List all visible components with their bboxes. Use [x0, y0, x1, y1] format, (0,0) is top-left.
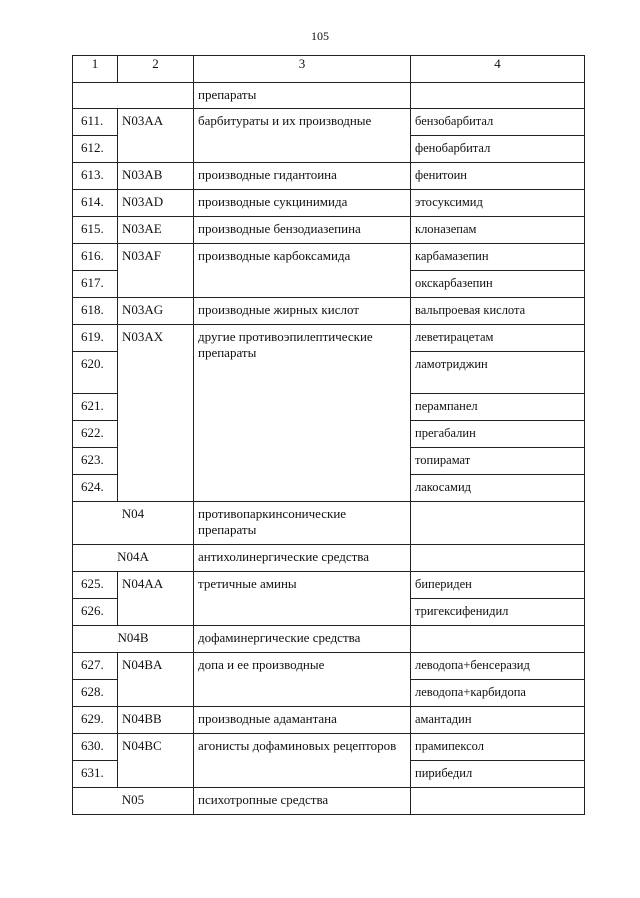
table-row [73, 325, 585, 352]
row-number: 623. [73, 448, 118, 475]
group-row [73, 626, 585, 653]
ingredient: бензобарбитал [411, 109, 585, 136]
group-description: производные гидантоина [194, 163, 411, 190]
page-number: 105 [311, 29, 329, 43]
group-description: производные бензодиазепина [194, 217, 411, 244]
ingredient: фенитоин [411, 163, 585, 190]
group-description: антихолинергические средства [194, 545, 411, 572]
table-row [73, 244, 585, 271]
atc-code: N03AD [118, 190, 194, 217]
group-description: другие противоэпилептические препараты [194, 325, 411, 502]
group-description: дофаминергические средства [194, 626, 411, 653]
ingredient: фенобарбитал [411, 136, 585, 163]
atc-code: N04A [73, 545, 194, 572]
header-col-2: 2 [118, 56, 194, 83]
atc-code: N03AX [118, 325, 194, 502]
atc-code: N04BB [118, 707, 194, 734]
row-number: 625. [73, 572, 118, 599]
empty-cell [411, 545, 585, 572]
row-number: 617. [73, 271, 118, 298]
atc-code: N04AA [118, 572, 194, 626]
empty-cell [411, 626, 585, 653]
group-row [73, 502, 585, 545]
empty-cell [411, 502, 585, 545]
drug-table [72, 55, 585, 815]
empty-cell [411, 788, 585, 815]
group-description: препараты [194, 83, 411, 109]
empty-cell [73, 83, 194, 109]
row-number: 622. [73, 421, 118, 448]
atc-code: N04 [73, 502, 194, 545]
row-number: 624. [73, 475, 118, 502]
ingredient: лакосамид [411, 475, 585, 502]
ingredient: леводопа+карбидопа [411, 680, 585, 707]
ingredient: бипериден [411, 572, 585, 599]
table-row [73, 163, 585, 190]
atc-code: N03AE [118, 217, 194, 244]
atc-code: N04BC [118, 734, 194, 788]
table-row [73, 653, 585, 680]
table-row [73, 707, 585, 734]
ingredient: прегабалин [411, 421, 585, 448]
atc-code: N04BA [118, 653, 194, 707]
table-row [73, 83, 585, 109]
ingredient: леветирацетам [411, 325, 585, 352]
group-description: агонисты дофаминовых рецепторов [194, 734, 411, 788]
row-number: 619. [73, 325, 118, 352]
row-number: 626. [73, 599, 118, 626]
table-row [73, 190, 585, 217]
ingredient: этосуксимид [411, 190, 585, 217]
header-row [73, 56, 585, 83]
row-number: 613. [73, 163, 118, 190]
ingredient: ламотриджин [411, 352, 585, 394]
row-number: 621. [73, 394, 118, 421]
row-number: 612. [73, 136, 118, 163]
row-number: 611. [73, 109, 118, 136]
ingredient: топирамат [411, 448, 585, 475]
row-number: 628. [73, 680, 118, 707]
row-number: 620. [73, 352, 118, 394]
table-row [73, 217, 585, 244]
header-col-3: 3 [194, 56, 411, 83]
atc-code: N04B [73, 626, 194, 653]
ingredient: прамипексол [411, 734, 585, 761]
header-col-4: 4 [411, 56, 585, 83]
group-description: третичные амины [194, 572, 411, 626]
group-row [73, 545, 585, 572]
ingredient: карбамазепин [411, 244, 585, 271]
empty-cell [411, 83, 585, 109]
atc-code: N03AF [118, 244, 194, 298]
group-row [73, 788, 585, 815]
table-row [73, 734, 585, 761]
ingredient: тригексифенидил [411, 599, 585, 626]
row-number: 630. [73, 734, 118, 761]
ingredient: амантадин [411, 707, 585, 734]
group-description: производные карбоксамида [194, 244, 411, 298]
row-number: 618. [73, 298, 118, 325]
row-number: 629. [73, 707, 118, 734]
group-description: производные адамантана [194, 707, 411, 734]
row-number: 627. [73, 653, 118, 680]
ingredient: перампанел [411, 394, 585, 421]
ingredient: пирибедил [411, 761, 585, 788]
ingredient: леводопа+бенсеразид [411, 653, 585, 680]
table-row [73, 572, 585, 599]
table-row [73, 109, 585, 136]
atc-code: N03AB [118, 163, 194, 190]
ingredient: клоназепам [411, 217, 585, 244]
ingredient: вальпроевая кислота [411, 298, 585, 325]
atc-code: N03AA [118, 109, 194, 163]
ingredient: окскарбазепин [411, 271, 585, 298]
row-number: 615. [73, 217, 118, 244]
row-number: 616. [73, 244, 118, 271]
group-description: психотропные средства [194, 788, 411, 815]
header-col-1: 1 [73, 56, 118, 83]
row-number: 631. [73, 761, 118, 788]
group-description: производные сукцинимида [194, 190, 411, 217]
group-description: допа и ее производные [194, 653, 411, 707]
group-description: производные жирных кислот [194, 298, 411, 325]
row-number: 614. [73, 190, 118, 217]
atc-code: N03AG [118, 298, 194, 325]
atc-code: N05 [73, 788, 194, 815]
table-row [73, 298, 585, 325]
group-description: противопаркинсонические препараты [194, 502, 411, 545]
group-description: барбитураты и их производные [194, 109, 411, 163]
